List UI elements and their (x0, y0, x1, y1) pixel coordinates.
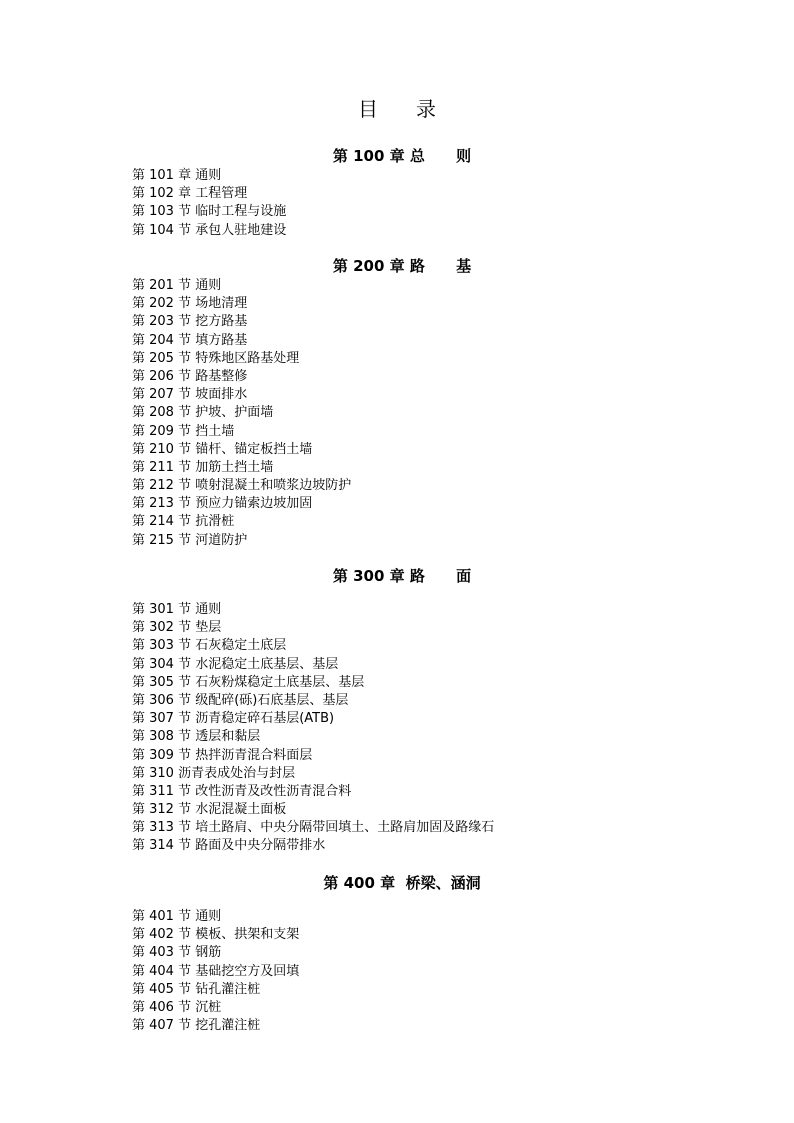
toc-item[interactable]: 第 206 节 路基整修 (132, 368, 248, 384)
chapter-heading: 第 200 章 路 基 (332, 257, 472, 275)
toc-item[interactable]: 第 213 节 预应力锚索边坡加固 (132, 496, 313, 512)
chapter-heading: 第 300 章 路 面 (332, 567, 472, 585)
chapter-200-section (132, 255, 672, 550)
toc-item[interactable]: 第 305 节 石灰粉煤稳定土底基层、基层 (132, 674, 365, 690)
toc-item[interactable]: 第 310 沥青表成处治与封层 (132, 765, 296, 781)
chapter-300-section (132, 565, 672, 856)
toc-item[interactable]: 第 308 节 透层和黏层 (132, 729, 261, 745)
section-list (132, 601, 672, 856)
chapter-100-section (132, 145, 672, 240)
toc-item[interactable]: 第 209 节 挡土墙 (132, 423, 235, 439)
chapter-400-section (132, 872, 672, 1035)
toc-item[interactable]: 第 103 节 临时工程与设施 (132, 204, 287, 220)
toc-item[interactable]: 第 309 节 热拌沥青混合料面层 (132, 747, 313, 763)
toc-item[interactable]: 第 404 节 基础挖空方及回填 (132, 963, 300, 979)
toc-item[interactable]: 第 405 节 钻孔灌注桩 (132, 981, 261, 997)
toc-item[interactable]: 第 302 节 垫层 (132, 620, 222, 636)
toc-item[interactable]: 第 301 节 通则 (132, 602, 222, 617)
toc-item[interactable]: 第 407 节 挖孔灌注桩 (132, 1018, 261, 1034)
toc-item[interactable]: 第 303 节 石灰稳定土底层 (132, 638, 287, 654)
toc-item[interactable]: 第 104 节 承包人驻地建设 (132, 222, 287, 238)
toc-item[interactable]: 第 307 节 沥青稳定碎石基层(ATB) (132, 711, 335, 727)
chapter-heading: 第 100 章 总 则 (332, 147, 472, 165)
section-list (132, 167, 672, 240)
toc-item[interactable]: 第 211 节 加筋土挡土墙 (132, 459, 274, 475)
toc-item[interactable]: 第 207 节 坡面排水 (132, 387, 248, 403)
section-list (132, 908, 672, 1035)
toc-item[interactable]: 第 215 节 河道防护 (132, 532, 248, 548)
toc-item[interactable]: 第 212 节 喷射混凝土和喷浆边坡防护 (132, 478, 352, 494)
toc-item[interactable]: 第 314 节 路面及中央分隔带排水 (132, 838, 326, 854)
title-char-1: 目 (358, 97, 378, 121)
toc-item[interactable]: 第 312 节 水泥混凝土面板 (132, 802, 287, 818)
toc-item[interactable]: 第 214 节 抗滑桩 (132, 514, 235, 530)
toc-item[interactable]: 第 208 节 护坡、护面墙 (132, 405, 274, 421)
toc-item[interactable]: 第 403 节 钢筋 (132, 945, 222, 961)
toc-item[interactable]: 第 306 节 级配碎(砾)石底基层、基层 (132, 692, 349, 708)
toc-item[interactable]: 第 205 节 特殊地区路基处理 (132, 350, 300, 366)
toc-item[interactable]: 第 203 节 挖方路基 (132, 314, 248, 330)
title-char-2: 录 (416, 97, 436, 121)
toc-item[interactable]: 第 313 节 培土路肩、中央分隔带回填土、土路肩加固及路缘石 (132, 820, 495, 836)
toc-item[interactable]: 第 304 节 水泥稳定土底基层、基层 (132, 656, 339, 672)
chapter-heading: 第 400 章 桥梁、涵洞 (323, 874, 481, 892)
toc-item[interactable]: 第 311 节 改性沥青及改性沥青混合料 (132, 783, 352, 799)
toc-item[interactable]: 第 201 节 通则 (132, 278, 222, 293)
toc-item[interactable]: 第 202 节 场地清理 (132, 296, 248, 312)
toc-item[interactable]: 第 406 节 沉桩 (132, 999, 222, 1015)
toc-item[interactable]: 第 402 节 模板、拱架和支架 (132, 927, 300, 943)
toc-item[interactable]: 第 101 章 通则 (132, 168, 222, 183)
document-title (0, 97, 794, 121)
toc-item[interactable]: 第 401 节 通则 (132, 909, 222, 924)
section-list (132, 277, 672, 550)
toc-item[interactable]: 第 102 章 工程管理 (132, 186, 248, 202)
toc-item[interactable]: 第 204 节 填方路基 (132, 332, 248, 348)
toc-item[interactable]: 第 210 节 锚杆、锚定板挡土墙 (132, 441, 313, 457)
